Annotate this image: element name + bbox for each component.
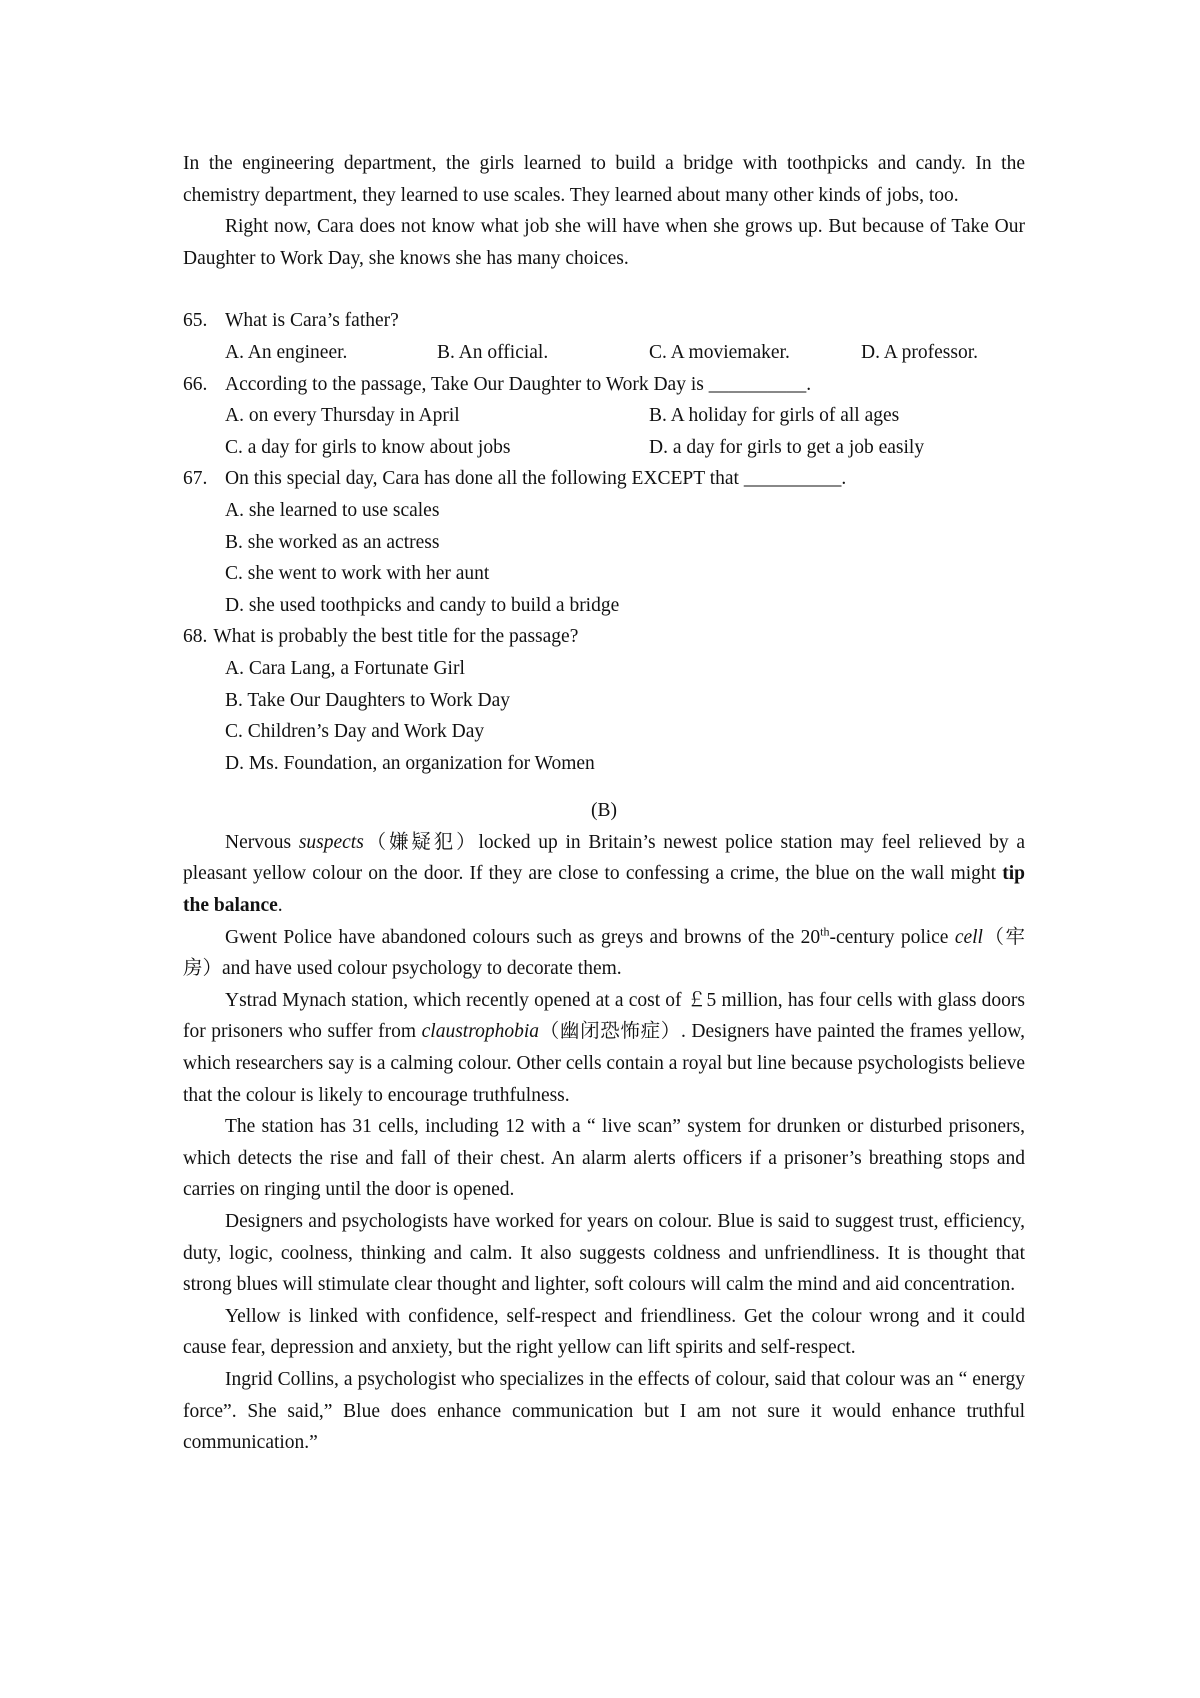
question-number: 66. — [183, 373, 208, 395]
text-run: Gwent Police have abandoned colours such as greys and browns of the 20 — [225, 926, 821, 948]
question-number: 65. — [183, 310, 208, 332]
question-number: 68. — [183, 626, 208, 648]
option-b: B. Take Our Daughters to Work Day — [225, 689, 510, 711]
option-a: A. she learned to use scales — [225, 499, 440, 521]
text-run: Ystrad Mynach station, which recently opened at a cost of ￡5 million, has four cells with glass doors for prisoners who suffer from — [183, 989, 1025, 1043]
italic-term: suspects — [298, 831, 364, 853]
passage-b-paragraph-4: The station has 31 cells, including 12 with a “ live scan” system for drunken or disturbed prisoners, which detects the rise and fall of their chest. An alarm alerts officers if a prisoner’s breathing stops and carries on ringing until the door is opened. — [183, 1116, 1025, 1201]
italic-term: claustrophobia — [421, 1021, 540, 1043]
question-number: 67. — [183, 468, 208, 490]
question-stem: What is Cara’s father? — [225, 310, 399, 332]
option-b: B. she worked as an actress — [225, 531, 440, 553]
text-run: and have used colour psychology to decorate them. — [222, 958, 622, 980]
question-66-options-row-1 — [183, 400, 1025, 432]
option-d: D. she used toothpicks and candy to build a bridge — [225, 594, 620, 616]
option-a: A. on every Thursday in April — [225, 405, 460, 427]
text-run: . — [277, 895, 283, 917]
passage-b-paragraph-5: Designers and psychologists have worked for years on colour. Blue is said to suggest trust, efficiency, duty, logic, coolness, thinking and calm. It also suggests coldness and unfriendliness. It is thought that strong blues will stimulate clear thought and lighter, soft colours will calm the mind and aid concentration. — [183, 1211, 1025, 1296]
text-run: . Designers have painted the frames yellow, which researchers say is a calming colour. Other cells contain a royal but line because psychologists believe that the colour is likely to encourage truthfulness. — [183, 1021, 1026, 1106]
option-c: C. Children’s Day and Work Day — [225, 721, 485, 743]
passage-a-paragraph-2: Right now, Cara does not know what job she will have when she grows up. But because of Take Our Daughter to Work Day, she knows she has many choices. — [183, 216, 1025, 269]
chinese-gloss: （幽闭恐怖症） — [539, 1021, 681, 1043]
option-d: D. A professor. — [861, 341, 978, 363]
passage-b-paragraph-7: Ingrid Collins, a psychologist who specializes in the effects of colour, said that colour was an “ energy force”. She said,” Blue does enhance communication but I am not sure it would enhance truthful communication.” — [183, 1368, 1025, 1454]
option-d: D. Ms. Foundation, an organization for Women — [225, 752, 595, 774]
question-65 — [183, 305, 1025, 337]
question-65-options — [183, 337, 1025, 369]
question-stem: On this special day, Cara has done all the following EXCEPT that __________. — [225, 468, 847, 490]
text-run: Nervous — [225, 831, 299, 853]
option-b: B. An official. — [437, 341, 549, 363]
text-run: -century police — [829, 926, 955, 948]
passage-a-paragraph-1: In the engineering department, the girls learned to build a bridge with toothpicks and candy. In the chemistry department, they learned to use scales. They learned about many other kinds of jobs, too. — [183, 153, 1025, 206]
option-c: C. she went to work with her aunt — [225, 563, 490, 585]
passage-b-paragraph-2 — [183, 922, 1025, 985]
text-run: locked up in Britain’s newest police station may feel relieved by a pleasant yellow colour on the door. If they are close to confessing a crime, the blue on the wall might — [183, 831, 1025, 885]
bold-phrase: tip the balance — [183, 863, 1025, 917]
italic-term: cell — [954, 926, 983, 948]
question-66 — [183, 369, 1025, 401]
option-b: B. A holiday for girls of all ages — [649, 405, 900, 427]
question-68 — [183, 621, 1025, 653]
passage-b-paragraph-1 — [183, 827, 1025, 922]
option-a: A. An engineer. — [225, 341, 348, 363]
document-page — [183, 148, 1025, 1459]
question-66-options-row-2 — [183, 432, 1025, 464]
superscript: th — [820, 924, 830, 939]
question-67 — [183, 463, 1025, 495]
chinese-gloss: （牢房） — [183, 926, 1025, 980]
spacer — [183, 274, 1025, 305]
option-d: D. a day for girls to get a job easily — [649, 436, 925, 458]
section-title: (B) — [591, 800, 617, 822]
passage-b-paragraph-6: Yellow is linked with confidence, self-respect and friendliness. Get the colour wrong and it could cause fear, depression and anxiety, but the right yellow can lift spirits and self-respect. — [183, 1305, 1025, 1359]
question-stem: According to the passage, Take Our Daughter to Work Day is __________. — [225, 373, 812, 395]
chinese-gloss: （嫌疑犯） — [363, 831, 479, 853]
passage-b-paragraph-3 — [183, 985, 1025, 1111]
question-stem: What is probably the best title for the passage? — [213, 626, 579, 648]
option-c: C. A moviemaker. — [649, 341, 790, 363]
option-a: A. Cara Lang, a Fortunate Girl — [225, 657, 465, 679]
option-c: C. a day for girls to know about jobs — [225, 436, 511, 458]
